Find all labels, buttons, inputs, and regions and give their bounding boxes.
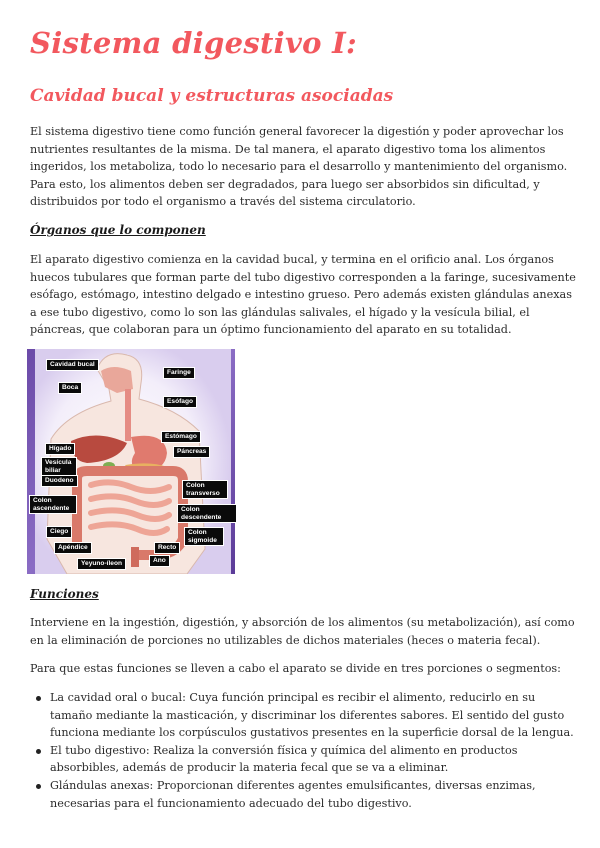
label-duodeno: Duodeno (41, 475, 78, 487)
list-item (30, 777, 576, 812)
bullet-dot (36, 784, 41, 789)
label-colon-transverso: Colon transverso (182, 480, 228, 499)
funciones-paragraph-1: Interviene en la ingestión, digestión, y absorción de los alimentos (su metabolización), así como en la eliminación de porciones no utilizables de dichos materiales (heces o materia fecal). (30, 616, 575, 647)
list-item-text: Glándulas anexas: Proporcionan diferentes agentes emulsificantes, diversas enzimas, necesarias para el funcionamiento adecuado del tubo digestivo. (50, 778, 536, 810)
bullet-dot (36, 696, 41, 701)
label-ano: Ano (149, 555, 170, 567)
bullet-dot (36, 749, 41, 754)
organos-paragraph: El aparato digestivo comienza en la cavidad bucal, y termina en el orificio anal. Los órganos huecos tubulares que forman parte del tubo digestivo corresponden a la faringe, sucesivamente esófago, estómago, intestino delgado e intestino grueso. Pero además existen glándulas anexas a ese tubo digestivo, como lo son las glándulas salivales, el hígado y la vesícula bilial, el páncreas, que colaboran para un óptimo funcionamiento del aparato en su totalidad. (30, 253, 576, 337)
label-yeyuno-ileon: Yeyuno-íleon (77, 558, 126, 570)
label-colon-ascendente: Colon ascendente (29, 495, 77, 514)
label-recto: Recto (154, 542, 180, 554)
label-pancreas: Páncreas (173, 446, 210, 458)
label-colon-sigmoide: Colon sigmoide (184, 527, 224, 546)
label-cavidad-bucal: Cavidad bucal (46, 359, 99, 371)
label-apendice: Apéndice (54, 542, 92, 554)
label-boca: Boca (58, 382, 82, 394)
label-ciego: Ciego (46, 526, 72, 538)
list-item (30, 742, 576, 777)
label-higado: Hígado (45, 443, 75, 455)
funciones-heading: Funciones (30, 587, 99, 601)
page-title: Sistema digestivo I: (30, 26, 358, 60)
label-faringe: Faringe (163, 367, 195, 379)
label-colon-descendente: Colon descendente (177, 504, 237, 523)
list-item-text: La cavidad oral o bucal: Cuya función principal es recibir el alimento, reducirlo en su tamaño mediante la masticación, y discriminar los diferentes sabores. El sentido del gusto funciona mediante los corpúsculos gustativos presentes en la superficie dorsal de la lengua. (50, 691, 574, 740)
digestive-system-diagram (27, 349, 235, 574)
organos-heading: Órganos que lo componen (30, 223, 206, 237)
intro-paragraph: El sistema digestivo tiene como función general favorecer la digestión y poder aprovechar los nutrientes resultantes de la misma. De tal manera, el aparato digestivo toma los alimentos ingeridos, los metaboliza, todo lo necesario para el desarrollo y mantenimiento del organismo. Para esto, los alimentos deben ser degradados, para luego ser absorbidos sin dificultad, y distribuidos por todo el organismo a través del sistema circulatorio. (30, 125, 568, 209)
list-item-text: El tubo digestivo: Realiza la conversión física y química del alimento en productos absorbibles, además de producir la materia fecal que se va a eliminar. (50, 743, 518, 775)
section-subtitle: Cavidad bucal y estructuras asociadas (30, 86, 394, 106)
label-estomago: Estómago (161, 431, 201, 443)
list-item (30, 689, 576, 742)
label-vesicula: Vesícula biliar (41, 457, 77, 476)
segments-list (30, 689, 576, 812)
funciones-paragraph-2: Para que estas funciones se lleven a cabo el aparato se divide en tres porciones o segmentos: (30, 662, 561, 675)
label-esofago: Esófago (163, 396, 197, 408)
